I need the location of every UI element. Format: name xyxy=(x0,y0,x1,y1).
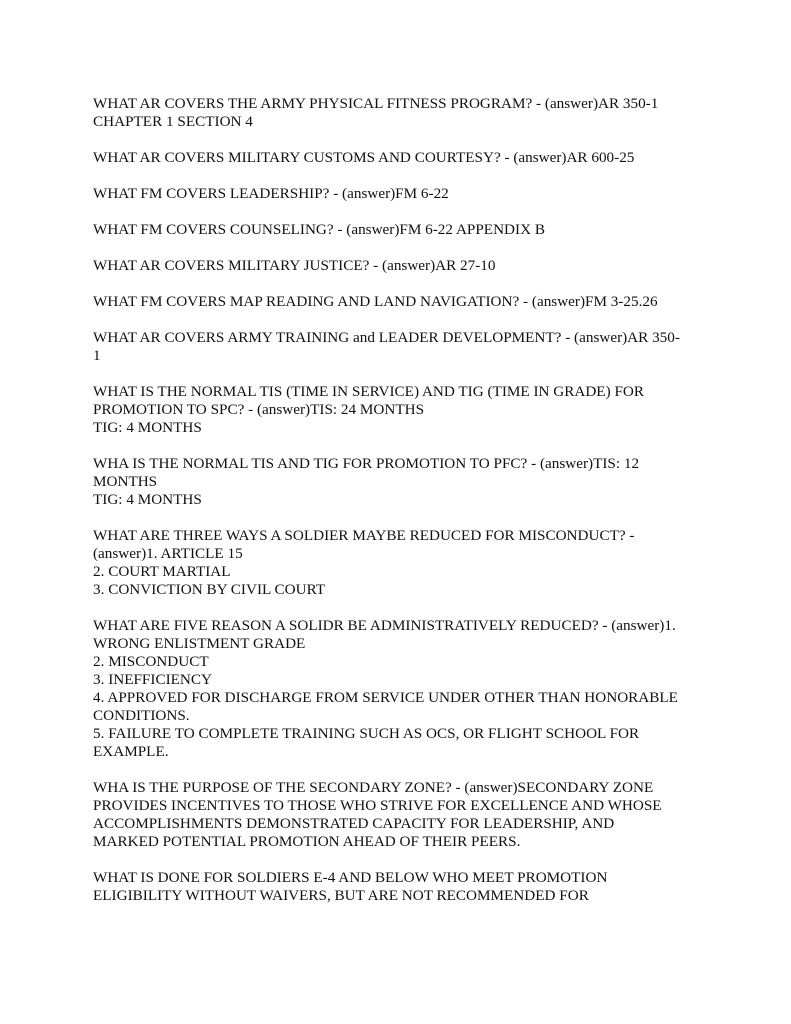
text-line: WHAT ARE FIVE REASON A SOLIDR BE ADMINISTRATIVELY REDUCED? - (answer)1. xyxy=(93,617,676,634)
text-line: WHAT IS DONE FOR SOLDIERS E-4 AND BELOW WHO MEET PROMOTION xyxy=(93,869,608,886)
qa-entry-2 xyxy=(93,149,705,167)
text-line: TIG: 4 MONTHS xyxy=(93,419,202,436)
qa-entry-4 xyxy=(93,221,705,239)
qa-entry-13 xyxy=(93,869,705,905)
text-line: MONTHS xyxy=(93,473,158,490)
text-line: ACCOMPLISHMENTS DEMONSTRATED CAPACITY FOR LEADERSHIP, AND xyxy=(93,815,615,832)
text-line: WRONG ENLISTMENT GRADE xyxy=(93,635,306,652)
text-line: 2. MISCONDUCT xyxy=(93,653,209,670)
text-line: CHAPTER 1 SECTION 4 xyxy=(93,113,253,130)
text-line: EXAMPLE. xyxy=(93,743,169,760)
qa-entry-5 xyxy=(93,257,705,275)
qa-entry-6 xyxy=(93,293,705,311)
text-line: PROVIDES INCENTIVES TO THOSE WHO STRIVE FOR EXCELLENCE AND WHOSE xyxy=(93,797,662,814)
text-line: 1 xyxy=(93,347,101,364)
text-line: 3. INEFFICIENCY xyxy=(93,671,212,688)
qa-entry-7 xyxy=(93,329,705,365)
qa-entry-11 xyxy=(93,617,705,761)
text-line: 3. CONVICTION BY CIVIL COURT xyxy=(93,581,326,598)
text-line: MARKED POTENTIAL PROMOTION AHEAD OF THEIR PEERS. xyxy=(93,833,521,850)
qa-entry-12 xyxy=(93,779,705,851)
qa-entry-8 xyxy=(93,383,705,437)
text-line: WHA IS THE NORMAL TIS AND TIG FOR PROMOTION TO PFC? - (answer)TIS: 12 xyxy=(93,455,640,472)
text-line: WHAT AR COVERS MILITARY JUSTICE? - (answer)AR 27-10 xyxy=(93,257,496,274)
text-line: WHAT AR COVERS MILITARY CUSTOMS AND COURTESY? - (answer)AR 600-25 xyxy=(93,149,635,166)
text-line: ELIGIBILITY WITHOUT WAIVERS, BUT ARE NOT RECOMMENDED FOR xyxy=(93,887,589,904)
text-line: TIG: 4 MONTHS xyxy=(93,491,202,508)
text-line: CONDITIONS. xyxy=(93,707,190,724)
text-line: 2. COURT MARTIAL xyxy=(93,563,231,580)
qa-entry-3 xyxy=(93,185,705,203)
text-line: WHAT AR COVERS ARMY TRAINING and LEADER DEVELOPMENT? - (answer)AR 350- xyxy=(93,329,680,346)
text-line: WHAT AR COVERS THE ARMY PHYSICAL FITNESS PROGRAM? - (answer)AR 350-1 xyxy=(93,95,659,112)
qa-entry-10 xyxy=(93,527,705,599)
text-line: WHAT IS THE NORMAL TIS (TIME IN SERVICE) AND TIG (TIME IN GRADE) FOR xyxy=(93,383,644,400)
text-line: WHAT FM COVERS LEADERSHIP? - (answer)FM 6-22 xyxy=(93,185,449,202)
text-line: WHAT ARE THREE WAYS A SOLDIER MAYBE REDUCED FOR MISCONDUCT? - xyxy=(93,527,635,544)
document-page xyxy=(93,95,705,923)
text-line: PROMOTION TO SPC? - (answer)TIS: 24 MONTHS xyxy=(93,401,425,418)
text-line: 5. FAILURE TO COMPLETE TRAINING SUCH AS OCS, OR FLIGHT SCHOOL FOR xyxy=(93,725,640,742)
text-line: WHAT FM COVERS COUNSELING? - (answer)FM 6-22 APPENDIX B xyxy=(93,221,545,238)
text-line: WHAT FM COVERS MAP READING AND LAND NAVIGATION? - (answer)FM 3-25.26 xyxy=(93,293,658,310)
text-line: 4. APPROVED FOR DISCHARGE FROM SERVICE UNDER OTHER THAN HONORABLE xyxy=(93,689,678,706)
text-line: WHA IS THE PURPOSE OF THE SECONDARY ZONE? - (answer)SECONDARY ZONE xyxy=(93,779,654,796)
text-line: (answer)1. ARTICLE 15 xyxy=(93,545,243,562)
qa-entry-9 xyxy=(93,455,705,509)
qa-entry-1 xyxy=(93,95,705,131)
